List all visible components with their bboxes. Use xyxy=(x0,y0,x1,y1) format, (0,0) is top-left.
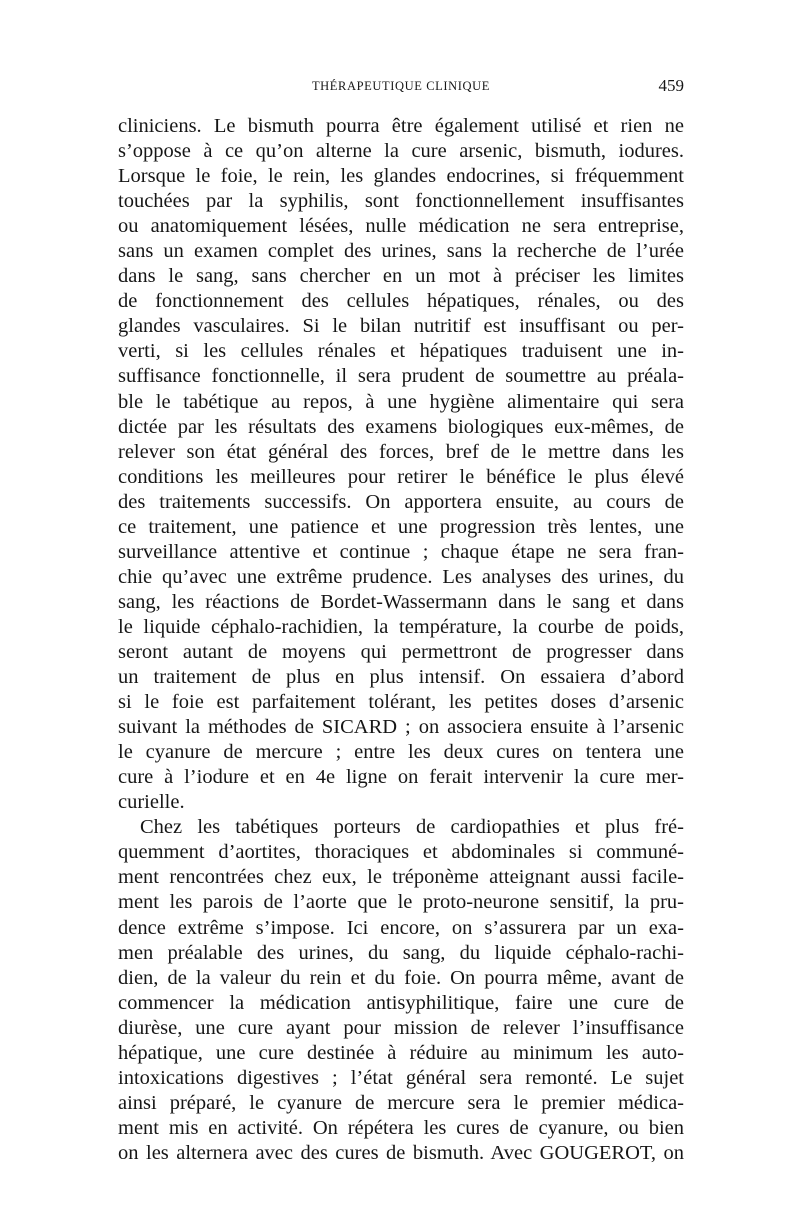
text-line: sang, les réactions de Bordet-Wassermann dans le sang et dans xyxy=(118,590,684,613)
text-line: ou anatomiquement lésées, nulle médication ne sera entreprise, xyxy=(118,215,684,238)
text-line: le liquide céphalo-rachidien, la température, la courbe de poids, xyxy=(118,615,684,638)
text-line: ment les parois de l’aorte que le proto-neurone sensitif, la pru- xyxy=(118,891,684,914)
text-line: dien, de la valeur du rein et du foie. On pourra même, avant de xyxy=(118,966,684,989)
text-line: verti, si les cellules rénales et hépatiques traduisent une in- xyxy=(118,340,684,363)
text-line: hépatique, une cure destinée à réduire au minimum les auto- xyxy=(118,1041,684,1064)
text-line: men préalable des urines, du sang, du liquide céphalo-rachi- xyxy=(118,941,684,964)
text-line: Chez les tabétiques porteurs de cardiopathies et plus fré- xyxy=(140,816,684,839)
text-line: un traitement de plus en plus intensif. On essaiera d’abord xyxy=(118,666,684,689)
text-line: on les alternera avec des cures de bismuth. Avec GOUGEROT, on xyxy=(118,1141,684,1164)
text-line: touchées par la syphilis, sont fonctionnellement insuffisantes xyxy=(118,190,684,213)
text-line: glandes vasculaires. Si le bilan nutritif est insuffisant ou per- xyxy=(118,315,684,338)
page-number: 459 xyxy=(658,76,684,95)
text-line: Lorsque le foie, le rein, les glandes endocrines, si fréquemment xyxy=(118,165,684,188)
text-line: conditions les meilleures pour retirer le bénéfice le plus élevé xyxy=(118,465,684,488)
text-line: des traitements successifs. On apportera ensuite, au cours de xyxy=(118,490,684,513)
text-line: seront autant de moyens qui permettront de progresser dans xyxy=(118,640,684,663)
text-line: sans un examen complet des urines, sans la recherche de l’urée xyxy=(118,240,684,263)
text-line: quemment d’aortites, thoraciques et abdominales si communé- xyxy=(118,841,684,864)
text-line: suffisance fonctionnelle, il sera prudent de soumettre au préala- xyxy=(118,365,684,388)
text-line: suivant la méthodes de SICARD ; on associera ensuite à l’arsenic xyxy=(118,716,684,739)
text-line: ce traitement, une patience et une progression très lentes, une xyxy=(118,515,684,538)
text-line: dence extrême s’impose. Ici encore, on s’assurera par un exa- xyxy=(118,916,684,939)
text-line: commencer la médication antisyphilitique, faire une cure de xyxy=(118,991,684,1014)
text-line: relever son état général des forces, bref de le mettre dans les xyxy=(118,440,684,463)
text-line: diurèse, une cure ayant pour mission de relever l’insuffisance xyxy=(118,1016,684,1039)
text-line: curielle. xyxy=(118,791,185,814)
running-title: THÉRAPEUTIQUE CLINIQUE xyxy=(311,79,491,93)
text-line: dans le sang, sans chercher en un mot à préciser les limites xyxy=(118,265,684,288)
text-line: ainsi préparé, le cyanure de mercure sera le premier médica- xyxy=(118,1091,684,1114)
text-line: intoxications digestives ; l’état général sera remonté. Le sujet xyxy=(118,1066,684,1089)
body-text xyxy=(118,114,684,1166)
text-line: cliniciens. Le bismuth pourra être également utilisé et rien ne xyxy=(118,115,684,137)
text-line: dictée par les résultats des examens biologiques eux-mêmes, de xyxy=(118,415,684,438)
text-line: ble le tabétique au repos, à une hygiène alimentaire qui sera xyxy=(118,390,684,413)
text-line: si le foie est parfaitement tolérant, les petites doses d’arsenic xyxy=(118,691,684,714)
text-line: s’oppose à ce qu’on alterne la cure arsenic, bismuth, iodures. xyxy=(118,140,684,163)
text-line: de fonctionnement des cellules hépatiques, rénales, ou des xyxy=(118,290,684,313)
text-line: cure à l’iodure et en 4e ligne on ferait intervenir la cure mer- xyxy=(118,766,684,789)
paragraph xyxy=(118,114,684,815)
text-line: surveillance attentive et continue ; chaque étape ne sera fran- xyxy=(118,540,684,563)
text-line: chie qu’avec une extrême prudence. Les analyses des urines, du xyxy=(118,565,684,588)
text-line: ment rencontrées chez eux, le tréponème atteignant aussi facile- xyxy=(118,866,684,889)
text-line: ment mis en activité. On répétera les cures de cyanure, ou bien xyxy=(118,1116,684,1139)
text-line: le cyanure de mercure ; entre les deux cures on tentera une xyxy=(118,741,684,764)
paragraph xyxy=(118,815,684,1166)
running-head xyxy=(118,76,684,98)
